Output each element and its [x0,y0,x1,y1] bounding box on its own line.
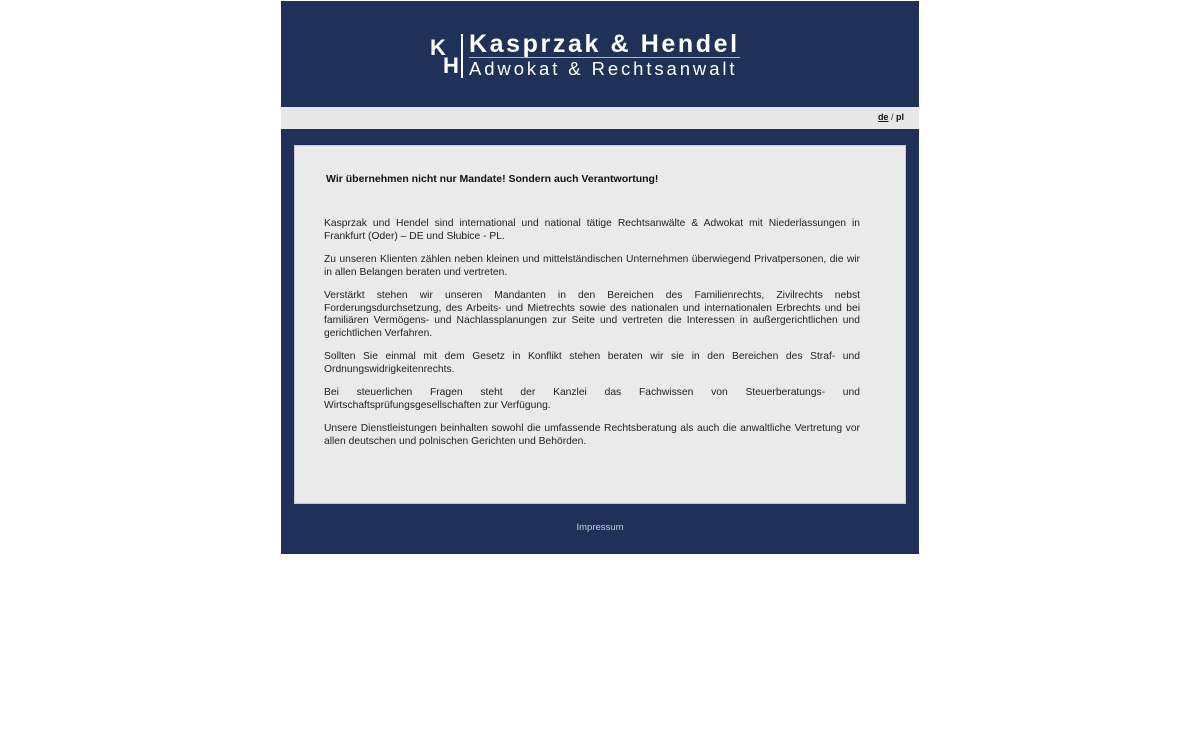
paragraph: Bei steuerlichen Fragen steht der Kanzlei das Fachwissen von Steuerberatungs- und Wirtschaftsprüfungsgesellschaften zur Verfügung. [324,387,860,411]
paragraph: Zu unseren Klienten zählen neben kleinen und mittelständischen Unternehmen überwiegend Privatpersonen, die wir in allen Belangen beraten und vertreten. [324,254,860,278]
impressum-link[interactable]: Impressum [576,522,624,533]
language-bar [281,107,919,129]
page-headline: Wir übernehmen nicht nur Mandate! Sondern auch Verantwortung! [326,173,659,185]
language-link-de[interactable]: de [877,112,889,122]
kh-monogram-icon [429,32,463,80]
page-container [281,1,919,554]
firm-name: Kasprzak & Hendel [469,30,740,58]
paragraph: Kasprzak und Hendel sind international und national tätige Rechtsanwälte & Adwokat mit Niederlassungen in Frankfurt (Oder) – DE und Słubice - PL. [324,218,860,242]
firm-subtitle: Adwokat & Rechtsanwalt [469,58,738,79]
site-header [281,1,919,107]
content-panel [294,145,906,504]
language-switcher [878,112,904,122]
language-link-pl[interactable]: pl [896,112,904,122]
language-separator: / [890,112,894,122]
monogram-h: H [443,53,459,78]
monogram-divider [461,34,463,78]
intro-text [324,218,860,459]
paragraph: Sollten Sie einmal mit dem Gesetz in Konflikt stehen beraten wir sie in den Bereichen des Straf- und Ordnungswidrigkeitenrechts. [324,351,860,375]
brand-text [469,32,740,80]
paragraph: Unsere Dienstleistungen beinhalten sowohl die umfassende Rechtsberatung als auch die anwaltliche Vertretung vor allen deutschen und polnischen Gerichten und Behörden. [324,423,860,447]
paragraph: Verstärkt stehen wir unseren Mandanten in den Bereichen des Familienrechts, Zivilrechts nebst Forderungsdurchsetzung, des Arbeits- und Mietrechts sowie des nationalen und internationalen Erbrechts und bei familiären Vermögens- und Nachlassplanungen zur Seite und vertreten die Interessen in außergerichtlichen und gerichtlichen Verfahren. [324,290,860,339]
monogram-k: K [430,35,446,60]
